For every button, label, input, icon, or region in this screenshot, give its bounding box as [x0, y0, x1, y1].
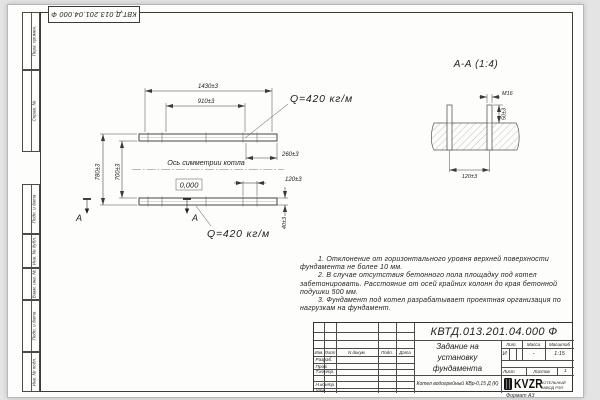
brand-suffix: [541, 381, 566, 391]
note-line: 2. В случае отсутствия бетонного пола площадку под котел: [318, 272, 537, 280]
header-mass: Масса: [526, 341, 541, 347]
concrete-block: [431, 123, 519, 150]
col-header-izm: Изм.: [314, 349, 324, 355]
document-title: [414, 340, 501, 375]
header-sheets: Листов: [533, 368, 550, 374]
margin-box-podp-data-1: [22, 184, 40, 234]
brand-logo-text: KVZR: [514, 377, 543, 391]
row-label-tkontr: Т.контр.: [315, 369, 335, 375]
dim-780: 780±3: [95, 163, 102, 181]
notes-block: [300, 256, 578, 313]
dimension-lines: [103, 91, 285, 216]
anchor-bolt-left: [447, 105, 452, 150]
dim-910: 910±3: [197, 99, 215, 105]
section-view: [400, 50, 550, 190]
dim-40: 40±3: [282, 216, 288, 230]
title-block-designation: КВТД.013.201.04.000 Ф: [430, 325, 558, 338]
load-leader-top: [245, 104, 288, 138]
col-header-date: Дата: [399, 349, 411, 355]
margin-box-vzam-inv: [22, 268, 40, 300]
margin-box-inv-podl: [22, 352, 40, 392]
product-name: Котел водогрейный КВр-0,15 Д (К): [416, 381, 499, 387]
row-label-nkontr: Н.контр.: [315, 381, 336, 387]
note-line: забетонировать. Расстояние от осей крайних колонн до края бетонной: [300, 280, 558, 288]
margin-label: Инв. № дубл.: [31, 236, 37, 266]
dim-50: 50±3: [501, 107, 508, 121]
dim-m16: М16: [502, 91, 513, 97]
col-header-doc: N докум.: [348, 349, 366, 355]
margin-label: Взам. инв. №: [31, 269, 37, 299]
value-lit: И: [502, 351, 507, 357]
row-label-prov: Пров.: [315, 363, 328, 369]
note-line: подушки 500 мм.: [300, 288, 359, 296]
load-label-bottom: Q=420 кг/м: [207, 228, 270, 240]
header-scale: Масштаб: [548, 341, 571, 347]
margin-label: Справ. №: [31, 100, 37, 122]
dim-120-section: 120±3: [461, 174, 478, 180]
dim-700: 700±3: [115, 163, 122, 181]
margin-box-inv-dubl: [22, 234, 40, 268]
brand-suffix-line: КОТЕЛЬНЫЙ: [541, 380, 566, 385]
margin-label: Перв. примен.: [31, 25, 37, 57]
section-mark-left: [83, 199, 91, 214]
document-title-line: Задание на: [436, 342, 479, 351]
brand-suffix-line: ЗАВОД РЭП: [541, 384, 564, 390]
dim-120: 120±3: [285, 177, 302, 183]
dim-1430: 1430±3: [198, 84, 218, 90]
document-title-line: установку: [437, 353, 478, 362]
header-sheet: Лист: [503, 369, 515, 374]
foundation-beam-top: [139, 134, 277, 141]
row-label-utv: Утв.: [315, 388, 327, 393]
section-title: А-А (1:4): [453, 59, 499, 70]
section-letter-right: А: [191, 213, 199, 223]
note-line: 3. Фундамент под котел разрабатывает проектная организация по: [318, 297, 561, 305]
level-mark: 0,000: [179, 180, 199, 190]
row-label-razrab: Разраб.: [315, 357, 333, 362]
document-title-line: фундамента: [432, 364, 483, 373]
value-scale: 1:15: [554, 351, 565, 357]
foundation-beam-bottom: [139, 198, 277, 205]
rotated-designation-box: [48, 6, 140, 23]
col-header-list: Лист: [324, 349, 336, 355]
margin-label: Подп. и дата: [31, 194, 37, 224]
title-block: [313, 322, 573, 392]
load-leader-bottom: [196, 206, 211, 226]
value-sheets: 1: [564, 368, 567, 374]
format-note: Формат А3: [506, 392, 535, 399]
factory-emblem-icon: [504, 378, 512, 390]
note-line: нагрузкам на фундамент.: [300, 305, 391, 313]
rotated-designation-text: КВТ.Д.013.201.04.000 Ф: [51, 10, 137, 19]
header-lit: Лит.: [506, 341, 517, 347]
value-mass: -: [532, 351, 535, 357]
plan-view: [60, 75, 390, 245]
load-label-top: Q=420 кг/м: [290, 93, 353, 105]
dim-260: 260±3: [282, 152, 299, 158]
margin-label: Подп. и дата: [31, 311, 37, 341]
margin-box-perv-primen: [22, 12, 40, 70]
margin-box-podp-data-2: [22, 300, 40, 352]
section-letter-left: А: [75, 213, 83, 223]
note-line: фундамента не более 10 мм.: [300, 264, 403, 272]
margin-label: Инв. № подл.: [31, 357, 37, 387]
margin-box-sprav-n: [22, 70, 40, 152]
note-line: 1. Отклонение от горизонтального уровня верхней поверхности: [318, 256, 550, 263]
col-header-sign: Подп.: [381, 349, 393, 355]
anchor-bolt-right: [487, 105, 492, 150]
axis-label: Ось симметрии котла: [167, 158, 245, 167]
